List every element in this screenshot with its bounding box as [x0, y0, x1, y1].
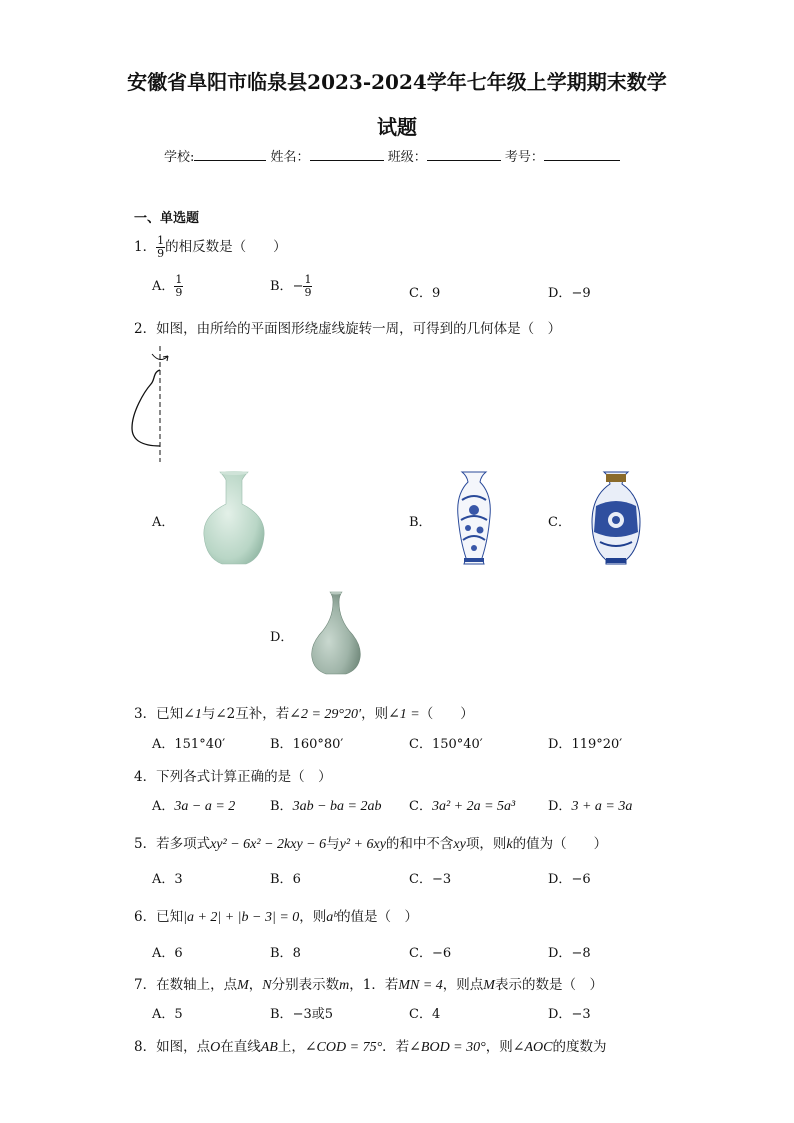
- option-d[interactable]: D．−3: [548, 1007, 591, 1022]
- exam-no-blank[interactable]: [544, 146, 620, 161]
- section-heading: 一、单选题: [134, 211, 200, 226]
- exam-no-label: 考号：: [504, 150, 544, 165]
- question-number: 7．: [134, 977, 157, 993]
- question-text: 如图，由所给的平面图形绕虚线旋转一周，可得到的几何体是（ ）: [156, 321, 562, 337]
- option-d[interactable]: D．119°20′: [548, 737, 623, 752]
- question-number: 2．: [134, 321, 157, 337]
- option-c[interactable]: C．−3: [409, 872, 452, 887]
- option-a[interactable]: A． $\frac{1}{9}$: [152, 273, 183, 299]
- page-title-line2: 试题: [377, 115, 417, 139]
- class-blank[interactable]: [427, 146, 501, 161]
- pear-shaped-vase-image[interactable]: [308, 590, 364, 676]
- option-d[interactable]: D．3 + a = 3a: [548, 799, 633, 814]
- blue-white-round-vase-image[interactable]: [590, 470, 642, 566]
- option-a[interactable]: A．3a − a = 2: [152, 799, 236, 814]
- rotation-figure: [126, 342, 178, 464]
- option-b[interactable]: B．8: [270, 946, 301, 961]
- option-d[interactable]: D．−9: [548, 286, 591, 301]
- option-d[interactable]: D．: [270, 630, 294, 645]
- question-8: 8．如图，点O在直线AB上，∠COD = 75°．若∠BOD = 30°，则∠AOC的度数为: [134, 1039, 607, 1055]
- blue-white-slim-vase-image[interactable]: [454, 470, 494, 566]
- question-number: 5．: [134, 836, 157, 852]
- option-c[interactable]: C．: [548, 515, 571, 530]
- profile-curve: [132, 370, 160, 446]
- option-c[interactable]: C．3a² + 2a = 5a³: [409, 799, 516, 814]
- question-number: 4．: [134, 769, 157, 785]
- question-number: 3．: [134, 706, 157, 722]
- name-label: 姓名：: [270, 150, 310, 165]
- option-c[interactable]: C．9: [409, 286, 441, 301]
- option-a[interactable]: A．151°40′: [152, 737, 226, 752]
- option-c[interactable]: C．4: [409, 1007, 441, 1022]
- school-label: 学校:: [164, 150, 195, 165]
- question-1: [134, 235, 287, 260]
- option-d[interactable]: D．−6: [548, 872, 591, 887]
- page-title: 安徽省阜阳市临泉县2023-2024学年七年级上学期期末数学: [127, 70, 667, 94]
- question-number: 8．: [134, 1039, 157, 1055]
- question-4: [134, 765, 332, 785]
- option-b[interactable]: B．6: [270, 872, 301, 887]
- fraction: $\frac{1}{9}$: [157, 234, 165, 260]
- question-3: 3．已知∠1与∠2互补，若∠2 = 29°20′，则∠1 =（ ）: [134, 706, 474, 722]
- question-7: 7．在数轴上，点M，N分别表示数m，1．若MN = 4，则点M表示的数是（ ）: [134, 977, 603, 993]
- option-a[interactable]: A．3: [152, 872, 183, 887]
- option-d[interactable]: D．−8: [548, 946, 591, 961]
- option-a[interactable]: A．6: [152, 946, 183, 961]
- option-b[interactable]: B．− $\frac{1}{9}$: [270, 273, 312, 299]
- option-c[interactable]: C．150°40′: [409, 737, 483, 752]
- option-b[interactable]: B．3ab − ba = 2ab: [270, 799, 382, 814]
- option-c[interactable]: C．−6: [409, 946, 452, 961]
- question-6: 6．已知|a + 2| + |b − 3| = 0，则aᵇ的值是（ ）: [134, 909, 419, 925]
- option-a[interactable]: A．: [152, 515, 175, 530]
- option-a[interactable]: A．5: [152, 1007, 183, 1022]
- question-number: 1．: [134, 239, 157, 255]
- school-blank[interactable]: [194, 146, 266, 161]
- option-b[interactable]: B．−3或5: [270, 1007, 333, 1022]
- question-text: 的相反数是（ ）: [165, 239, 287, 255]
- info-line: [164, 146, 620, 165]
- question-text: 下列各式计算正确的是（ ）: [156, 769, 332, 785]
- celadon-vase-image[interactable]: [198, 470, 270, 566]
- question-2: [134, 317, 561, 337]
- question-number: 6．: [134, 909, 157, 925]
- option-b[interactable]: B．: [409, 515, 432, 530]
- name-blank[interactable]: [310, 146, 384, 161]
- option-b[interactable]: B．160°80′: [270, 737, 344, 752]
- question-5: 5．若多项式xy² − 6x² − 2kxy − 6与y² + 6xy的和中不含xy项，则k的值为（ ）: [134, 836, 608, 852]
- class-label: 班级：: [387, 150, 427, 165]
